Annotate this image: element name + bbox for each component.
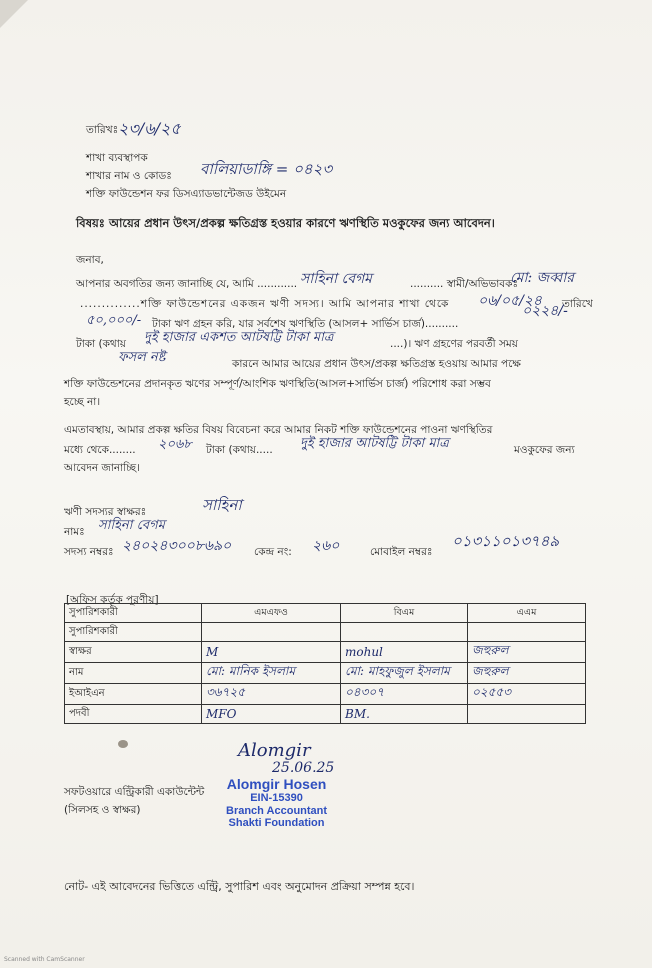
body-para2-line2-start: মধ্যে থেকে........ [64, 444, 136, 456]
member-number-value: ২৪০২৪৩০০৮৬৯০ [122, 538, 232, 554]
body-line-2-start: ..............শক্তি ফাউন্ডেশনের একজন ঋণী সদস্য। আমি আপনার শাখা থেকে [80, 298, 450, 310]
body-line-1-start: আপনার অবগতির জন্য জানাচ্ছি যে, আমি ............ [76, 278, 298, 290]
bm-signature: mohul [345, 645, 383, 659]
waiver-words-handwritten: দুই হাজার আটষট্টি টাকা মাত্র [300, 436, 449, 451]
software-entry-label: সফটওয়ারে এন্ট্রিকারী একাউন্টেন্ট [64, 786, 205, 798]
table-row [65, 642, 586, 663]
scanner-watermark: Scanned with CamScanner [4, 956, 85, 963]
organization-name: শক্তি ফাউন্ডেশন ফর ডিসএ্যাডভান্টেজড উইমেন [86, 188, 287, 200]
footer-note: নোট- এই আবেদনের ভিত্তিতে এন্ট্রি, সুপারিশ এবং অনুমোদন প্রক্রিয়া সম্পন্ন হবে। [64, 880, 415, 893]
table-cell [468, 623, 586, 642]
entry-signature: Alomgir [238, 740, 311, 761]
table-cell [341, 705, 468, 724]
date-label: তারিখঃ [86, 124, 119, 136]
branch-name-code-label: শাখার নাম ও কোডঃ [86, 170, 172, 182]
table-row [65, 623, 586, 642]
ink-smudge [118, 740, 128, 748]
table-cell [202, 623, 341, 642]
waiver-amount-handwritten: ২০৬৮ [158, 437, 192, 452]
stamp-title: Branch Accountant [226, 804, 328, 817]
body-para2-line1: এমতাবস্থায়, আমার প্রকল্প ক্ষতির বিষয় বিবেচনা করে আমার নিকট শক্তি ফাউন্ডেশনের পাওনা ঋণস্থিতির [64, 424, 493, 436]
table-cell: সুপারিশকারী [65, 604, 202, 623]
stamp-ein: EIN-15390 [250, 792, 303, 805]
entry-signature-date: 25.06.25 [272, 760, 335, 776]
table-row [65, 684, 586, 705]
folded-corner [0, 0, 28, 28]
date-word: তারিখে [562, 298, 593, 310]
subject-line: বিষয়ঃ আয়ের প্রধান উৎস/প্রকল্প ক্ষতিগ্রস্ত হওয়ার কারণে ঋণস্থিতি মওকুফের জন্য আবেদন। [76, 216, 495, 230]
office-approval-table [64, 603, 586, 724]
body-line-7-text: হচ্ছে না। [64, 396, 101, 408]
bm-ein: ০৪৩০৭ [345, 685, 384, 699]
table-cell [202, 705, 341, 724]
table-cell [341, 623, 468, 642]
bm-name: মো: মাহফুজুল ইসলাম [345, 664, 450, 678]
table-cell [202, 684, 341, 705]
am-ein: ০২৫৫৩ [472, 685, 511, 699]
table-cell [341, 663, 468, 684]
bm-designation: BM. [345, 707, 370, 721]
table-header-mfo: এমএফও [202, 604, 341, 623]
mfo-designation: MFO [206, 707, 237, 721]
table-header-am: এএম [468, 604, 586, 623]
branch-manager-label: শাখা ব্যবস্থাপক [86, 152, 148, 164]
body-line-6-text: শক্তি ফাউন্ডেশনের প্রদানকৃত ঋণের সম্পূর্ণ/আংশিক ঋণস্থিতি(আসল+সার্ভিস চার্জ) পরিশোধ করা সম্ভব [64, 378, 491, 390]
member-number-label: সদস্য নম্বরঃ [64, 546, 114, 558]
mobile-number-label: মোবাইল নম্বরঃ [370, 546, 433, 558]
seal-signature-label: (সিলসহ ও স্বাক্ষর) [64, 804, 141, 816]
center-number-label: কেন্দ্র নং: [254, 546, 292, 558]
salutation: জনাব, [76, 254, 104, 266]
row-label-signature: স্বাক্ষর [65, 642, 202, 663]
table-row [65, 705, 586, 724]
body-line-5-text: কারনে আমার আয়ের প্রধান উৎস/প্রকল্প ক্ষতিগ্রস্ত হওয়ায় আমার পক্ষে [232, 358, 521, 370]
member-signature: সাহিনা [202, 496, 242, 514]
table-cell [468, 663, 586, 684]
table-header-bm: বিএম [341, 604, 468, 623]
body-line-1-guardian-label: .......... স্বামী/অভিভাবকঃ [410, 278, 519, 290]
reason-handwritten: ফসল নষ্ট [118, 350, 166, 365]
amount-in-words-handwritten: দুই হাজার একশত আটষট্টি টাকা মাত্র [144, 330, 334, 345]
mobile-number-value: ০১৩১১০১৩৭৪৯ [452, 532, 560, 550]
row-label-recommender: সুপারিশকারী [65, 623, 202, 642]
row-label-name: নাম [65, 663, 202, 684]
table-cell [341, 642, 468, 663]
office-use-label: [অফিস কর্তৃক পূরণীয়] [66, 594, 159, 606]
mfo-name: মো: মানিক ইসলাম [206, 664, 296, 678]
accountant-stamp [226, 776, 327, 830]
stamp-name: Alomgir Hosen [226, 776, 327, 792]
member-name-handwritten: সাহিনা বেগম [300, 271, 372, 287]
loan-start-date-handwritten: ০৬/০৫/২৪ [478, 293, 543, 309]
table-cell [468, 642, 586, 663]
member-name-label: নামঃ [64, 526, 85, 538]
center-number-value: ২৬০ [312, 538, 340, 554]
table-cell [468, 684, 586, 705]
table-cell [341, 684, 468, 705]
am-name: জহুরুল [472, 664, 509, 678]
am-signature: জহুরুল [472, 643, 509, 657]
table-cell [202, 663, 341, 684]
member-name-value: সাহিনা বেগম [98, 518, 165, 533]
body-para2-line2-end: মওকুফের জন্য [514, 444, 575, 456]
outstanding-amount-handwritten: ০২২৪/- [522, 303, 568, 319]
date-value: ২৩/৬/২৫ [118, 119, 181, 138]
body-line-4-text: ....)। ঋণ গ্রহণের পরবর্তী সময় [390, 338, 518, 350]
amount-in-words-label: টাকা (কথায় [76, 338, 126, 350]
table-row [65, 663, 586, 684]
member-signature-label: ঋণী সদস্যর স্বাক্ষরঃ [64, 506, 147, 518]
table-cell [468, 705, 586, 724]
branch-name-code-value: বালিয়াডাঙ্গি = ০৪২৩ [200, 160, 333, 178]
row-label-ein: ইআইএন [65, 684, 202, 705]
body-para2-line3: আবেদন জানাচ্ছি। [64, 462, 140, 474]
loan-amount-handwritten: ৫০,০০০/- [86, 313, 142, 328]
stamp-org: Shakti Foundation [228, 817, 325, 830]
table-header-row [65, 604, 586, 623]
body-line-3-text: টাকা ঋণ গ্রহন করি, যার সর্বশেষ ঋণস্থিতি (আসল+ সার্ভিস চার্জ).......... [152, 318, 459, 330]
guardian-name-handwritten: মো: জব্বার [510, 270, 575, 286]
mfo-signature: M [206, 645, 219, 659]
table-cell [202, 642, 341, 663]
taka-words-label: টাকা (কথায়..... [206, 444, 273, 456]
mfo-ein: ৩৬৭২৫ [206, 685, 245, 699]
row-label-designation: পদবী [65, 705, 202, 724]
